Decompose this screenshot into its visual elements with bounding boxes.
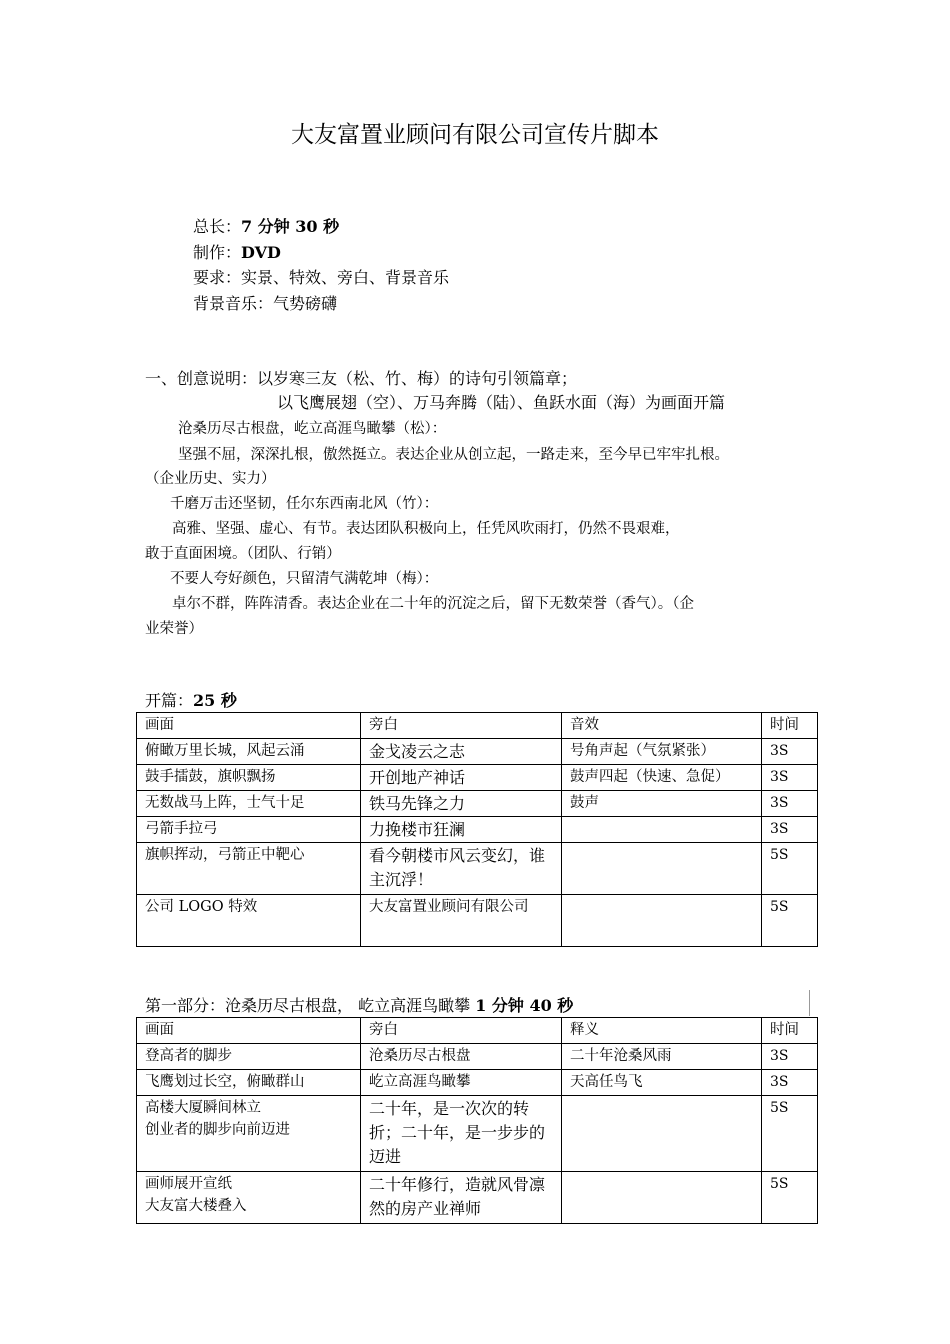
table-row bbox=[137, 843, 818, 895]
header-cell: 旁白 bbox=[361, 1018, 562, 1044]
meta-value: 7 分钟 30 秒 bbox=[241, 217, 340, 236]
sound-cell: 鼓声四起（快速、急促） bbox=[562, 765, 762, 791]
scene-cell: 登高者的脚步 bbox=[137, 1044, 361, 1070]
desc-plum-line1: 卓尔不群，阵阵清香。表达企业在二十年的沉淀之后，留下无数荣誉（香气）。（企 bbox=[172, 596, 694, 612]
scene-cell: 公司 LOGO 特效 bbox=[137, 895, 361, 947]
sound-cell: 鼓声 bbox=[562, 791, 762, 817]
narration-cell: 沧桑历尽古根盘 bbox=[361, 1044, 562, 1070]
meta-label: 总长： bbox=[193, 217, 242, 236]
desc-plum-line2: 业荣誉） bbox=[145, 621, 203, 637]
meaning-cell: 天高任鸟飞 bbox=[562, 1070, 762, 1096]
header-cell: 画面 bbox=[137, 1018, 361, 1044]
opening-table bbox=[136, 712, 818, 947]
table-row bbox=[137, 817, 818, 843]
header-cell: 音效 bbox=[562, 713, 762, 739]
time-cell: 3S bbox=[762, 791, 818, 817]
sound-cell bbox=[562, 895, 762, 947]
time-cell: 3S bbox=[762, 817, 818, 843]
narration-cell: 铁马先锋之力 bbox=[361, 791, 562, 817]
table-row bbox=[137, 1096, 818, 1172]
opening-heading bbox=[145, 688, 237, 711]
part1-table bbox=[136, 1017, 818, 1224]
meta-value: 实景、特效、旁白、背景音乐 bbox=[241, 268, 450, 287]
verse-plum: 不要人夸好颜色，只留清气满乾坤（梅）： bbox=[170, 571, 439, 587]
narration-cell: 看今朝楼市风云变幻，谁主沉浮！ bbox=[361, 843, 562, 895]
scene-cell: 旗帜挥动，弓箭正中靶心 bbox=[137, 843, 361, 895]
meta-requirements bbox=[193, 265, 449, 288]
meta-total-length bbox=[193, 214, 339, 237]
opening-label: 开篇： bbox=[145, 691, 194, 710]
scene-cell: 弓箭手拉弓 bbox=[137, 817, 361, 843]
table-header-row bbox=[137, 713, 818, 739]
time-cell: 3S bbox=[762, 765, 818, 791]
time-cell: 5S bbox=[762, 895, 818, 947]
scene-cell: 俯瞰万里长城，风起云涌 bbox=[137, 739, 361, 765]
desc-pine-line1: 坚强不屈，深深扎根，傲然挺立。表达企业从创立起，一路走来，至今早已牢牢扎根。 bbox=[178, 447, 729, 463]
scene-cell: 画师展开宣纸 大友富大楼叠入 bbox=[137, 1172, 361, 1224]
meta-label: 要求： bbox=[193, 268, 242, 287]
sound-cell bbox=[562, 817, 762, 843]
verse-bamboo: 千磨万击还坚韧，任尔东西南北风（竹）： bbox=[170, 496, 439, 512]
table-header-row bbox=[137, 1018, 818, 1044]
narration-cell: 二十年修行，造就风骨凛然的房产业禅师 bbox=[361, 1172, 562, 1224]
meta-production bbox=[193, 240, 281, 263]
header-cell: 释义 bbox=[562, 1018, 762, 1044]
scene-cell: 无数战马上阵，士气十足 bbox=[137, 791, 361, 817]
table-row bbox=[137, 765, 818, 791]
narration-cell: 二十年，是一次次的转折；二十年，是一步步的迈进 bbox=[361, 1096, 562, 1172]
narration-cell: 力挽楼市狂澜 bbox=[361, 817, 562, 843]
time-cell: 3S bbox=[762, 1044, 818, 1070]
table-row bbox=[137, 739, 818, 765]
meaning-cell bbox=[562, 1172, 762, 1224]
scene-cell: 飞鹰划过长空，俯瞰群山 bbox=[137, 1070, 361, 1096]
scene-cell: 鼓手擂鼓，旗帜飘扬 bbox=[137, 765, 361, 791]
part1-duration: 1 分钟 40 秒 bbox=[475, 996, 574, 1015]
meaning-cell bbox=[562, 1096, 762, 1172]
narration-cell: 大友富置业顾问有限公司 bbox=[361, 895, 562, 947]
meta-value: DVD bbox=[241, 243, 281, 262]
narration-cell: 屹立高涯鸟瞰攀 bbox=[361, 1070, 562, 1096]
sound-cell: 号角声起（气氛紧张） bbox=[562, 739, 762, 765]
time-cell: 3S bbox=[762, 1070, 818, 1096]
verse-pine: 沧桑历尽古根盘，屹立高涯鸟瞰攀（松）： bbox=[178, 421, 447, 437]
time-cell: 5S bbox=[762, 1096, 818, 1172]
scene-cell: 高楼大厦瞬间林立 创业者的脚步向前迈进 bbox=[137, 1096, 361, 1172]
creative-subheading: 以飞鹰展翅（空）、万马奔腾（陆）、鱼跃水面（海）为画面开篇 bbox=[277, 393, 726, 412]
meta-label: 制作： bbox=[193, 243, 242, 262]
desc-pine-line2: （企业历史、实力） bbox=[145, 471, 276, 487]
opening-duration: 25 秒 bbox=[193, 691, 237, 710]
part1-label: 第一部分：沧桑历尽古根盘， 屹立高涯鸟瞰攀 bbox=[145, 996, 471, 1015]
meta-background-music bbox=[193, 291, 337, 314]
meaning-cell: 二十年沧桑风雨 bbox=[562, 1044, 762, 1070]
table-row bbox=[137, 791, 818, 817]
sound-cell bbox=[562, 843, 762, 895]
time-cell: 3S bbox=[762, 739, 818, 765]
meta-label: 背景音乐： bbox=[193, 294, 274, 313]
narration-cell: 开创地产神话 bbox=[361, 765, 562, 791]
time-cell: 5S bbox=[762, 1172, 818, 1224]
time-cell: 5S bbox=[762, 843, 818, 895]
page-title: 大友富置业顾问有限公司宣传片脚本 bbox=[291, 122, 659, 148]
desc-bamboo-line1: 高雅、坚强、虚心、有节。表达团队积极向上，任凭风吹雨打，仍然不畏艰难， bbox=[172, 521, 680, 537]
table-row bbox=[137, 895, 818, 947]
part1-heading bbox=[145, 993, 573, 1016]
header-cell: 时间 bbox=[762, 713, 818, 739]
creative-heading: 一、创意说明：以岁寒三友（松、竹、梅）的诗句引领篇章； bbox=[145, 369, 578, 388]
desc-bamboo-line2: 敢于直面困境。（团队、行销） bbox=[145, 546, 341, 562]
header-cell: 旁白 bbox=[361, 713, 562, 739]
table-row bbox=[137, 1172, 818, 1224]
narration-cell: 金戈凌云之志 bbox=[361, 739, 562, 765]
table-row bbox=[137, 1044, 818, 1070]
table-row bbox=[137, 1070, 818, 1096]
header-cell: 时间 bbox=[762, 1018, 818, 1044]
meta-value: 气势磅礴 bbox=[273, 294, 338, 313]
header-cell: 画面 bbox=[137, 713, 361, 739]
